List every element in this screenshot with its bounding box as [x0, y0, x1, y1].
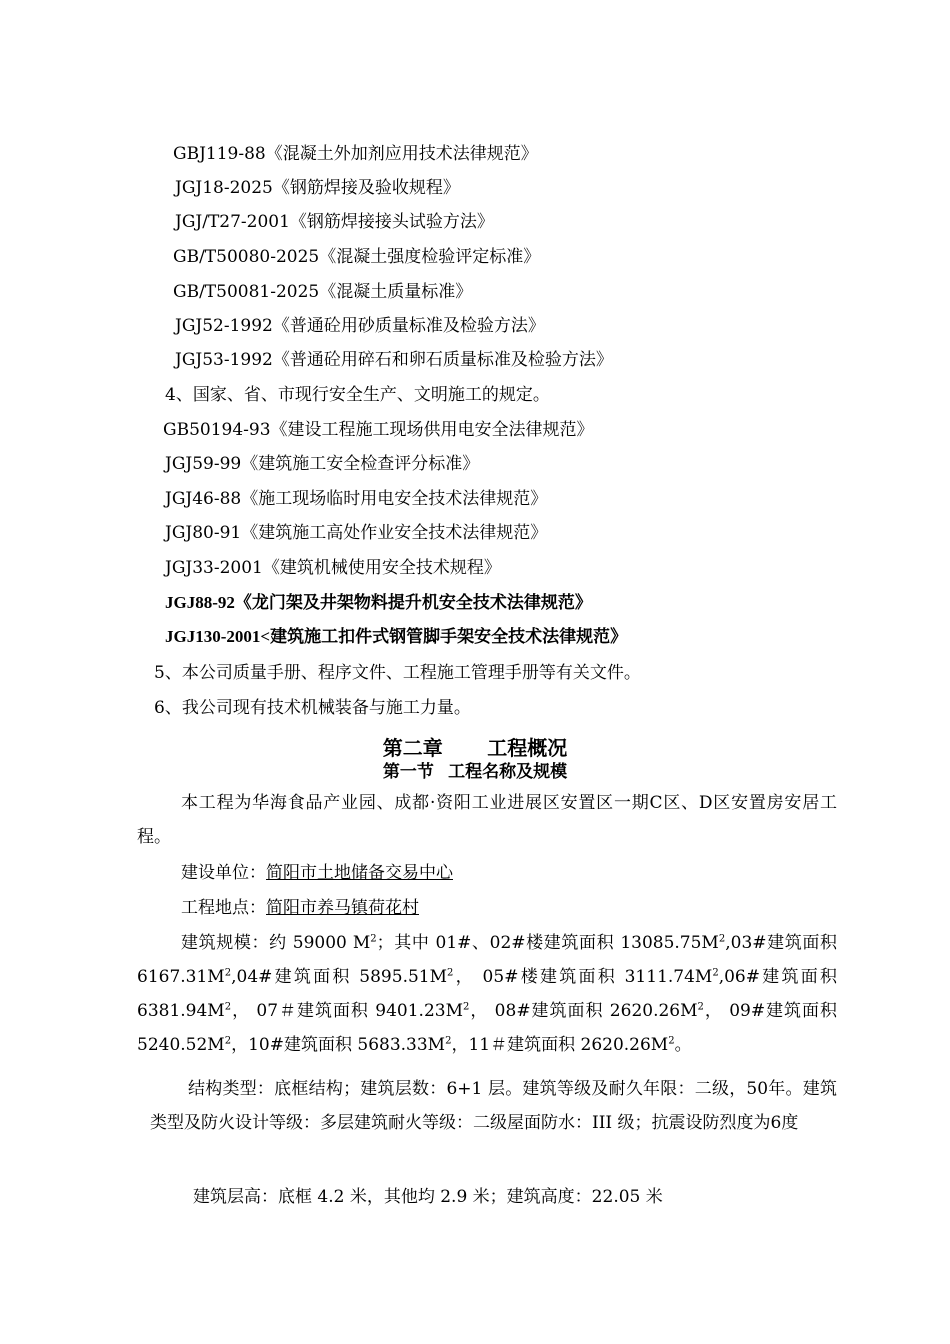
site-value: 简阳市养马镇荷花村: [266, 898, 419, 918]
standard-item: GB/T50081-2025《混凝土质量标准》: [173, 282, 473, 302]
list-item-6: 6、我公司现有技术机械装备与施工力量。: [154, 698, 471, 718]
standard-item: JGJ59-99《建筑施工安全检查评分标准》: [165, 454, 480, 474]
superscript: 2: [697, 1001, 704, 1013]
superscript: 2: [447, 967, 454, 979]
standard-item-bold: JGJ130-2001<建筑施工扣件式钢管脚手架安全技术法律规范》: [165, 627, 628, 646]
scale-paragraph: [137, 926, 837, 1062]
builder-line: [181, 862, 453, 884]
standard-item: JGJ80-91《建筑施工高处作业安全技术法律规范》: [165, 523, 548, 543]
chapter-title: 第二章 工程概况: [382, 738, 568, 760]
scale-segment: ,03#建筑面积 6167.31M: [137, 933, 837, 987]
site-line: [181, 897, 419, 919]
builder-value: 简阳市土地储备交易中心: [266, 863, 453, 883]
height-line: 建筑层高：底框 4.2 米，其他均 2.9 米；建筑高度：22.05 米: [193, 1187, 663, 1207]
scale-segment: ,04#建筑面积 5895.51M: [231, 967, 448, 987]
structure-paragraph: [150, 1072, 837, 1140]
superscript: 2: [224, 967, 232, 979]
superscript: 2: [224, 1001, 232, 1013]
superscript: 2: [445, 1035, 452, 1047]
scale-segment: 建筑规模：约 59000 M: [181, 933, 371, 953]
standard-item: JGJ46-88《施工现场临时用电安全技术法律规范》: [165, 489, 548, 509]
standard-item: JGJ33-2001《建筑机械使用安全技术规程》: [165, 558, 501, 578]
superscript: 2: [370, 933, 377, 945]
standard-item: GBJ119-88《混凝土外加剂应用技术法律规范》: [173, 144, 538, 164]
standard-item: JGJ/T27-2001《钢筋焊接接头试验方法》: [175, 212, 494, 232]
intro-paragraph: [137, 786, 837, 854]
section-title: 第一节 工程名称及规模: [382, 762, 568, 781]
standard-item-bold: JGJ88-92《龙门架及井架物料提升机安全技术法律规范》: [165, 593, 592, 612]
builder-label: 建设单位：: [181, 863, 266, 883]
site-label: 工程地点：: [181, 898, 266, 918]
scale-segment: 。: [674, 1035, 692, 1055]
standard-item: JGJ53-1992《普通砼用碎石和卵石质量标准及检验方法》: [175, 350, 613, 370]
scale-segment: ， 05#楼建筑面积 3111.74M: [453, 967, 713, 987]
intro-text: 本工程为华海食品产业园、成都·资阳工业进展区安置区一期C区、D区安置房安居工程。: [137, 793, 837, 847]
scale-segment: ， 09#建筑面积 5240.52M: [137, 1001, 838, 1055]
superscript: 2: [718, 933, 726, 945]
scale-segment: ， 08#建筑面积 2620.26M: [469, 1001, 698, 1021]
scale-segment: ；其中 01#、02#楼建筑面积 13085.75M: [376, 933, 719, 953]
superscript: 2: [668, 1035, 675, 1047]
scale-segment: ， 07＃建筑面积 9401.23M: [231, 1001, 463, 1021]
standard-item: GB/T50080-2025《混凝土强度检验评定标准》: [173, 247, 541, 267]
list-item-4: 4、国家、省、市现行安全生产、文明施工的规定。: [165, 385, 550, 405]
scale-segment: ，10#建筑面积 5683.33M: [231, 1035, 446, 1055]
list-item-5: 5、本公司质量手册、程序文件、工程施工管理手册等有关文件。: [154, 663, 641, 683]
scale-text: [137, 933, 837, 1055]
superscript: 2: [712, 967, 719, 979]
superscript: 2: [224, 1035, 232, 1047]
scale-segment: ，11＃建筑面积 2620.26M: [451, 1035, 669, 1055]
structure-text: 结构类型：底框结构；建筑层数：6+1 层。建筑等级及耐久年限：二级，50年。建筑类型及防火设计等级：多层建筑耐火等级：二级屋面防水：III 级；抗震设防烈度为6度: [150, 1079, 837, 1133]
standard-item: JGJ52-1992《普通砼用砂质量标准及检验方法》: [175, 316, 545, 336]
superscript: 2: [462, 1001, 470, 1013]
standard-item: JGJ18-2025《钢筋焊接及验收规程》: [175, 178, 460, 198]
scale-segment: ,06#建筑面积 6381.94M: [137, 967, 838, 1021]
standard-item: GB50194-93《建设工程施工现场供用电安全法律规范》: [163, 420, 594, 440]
